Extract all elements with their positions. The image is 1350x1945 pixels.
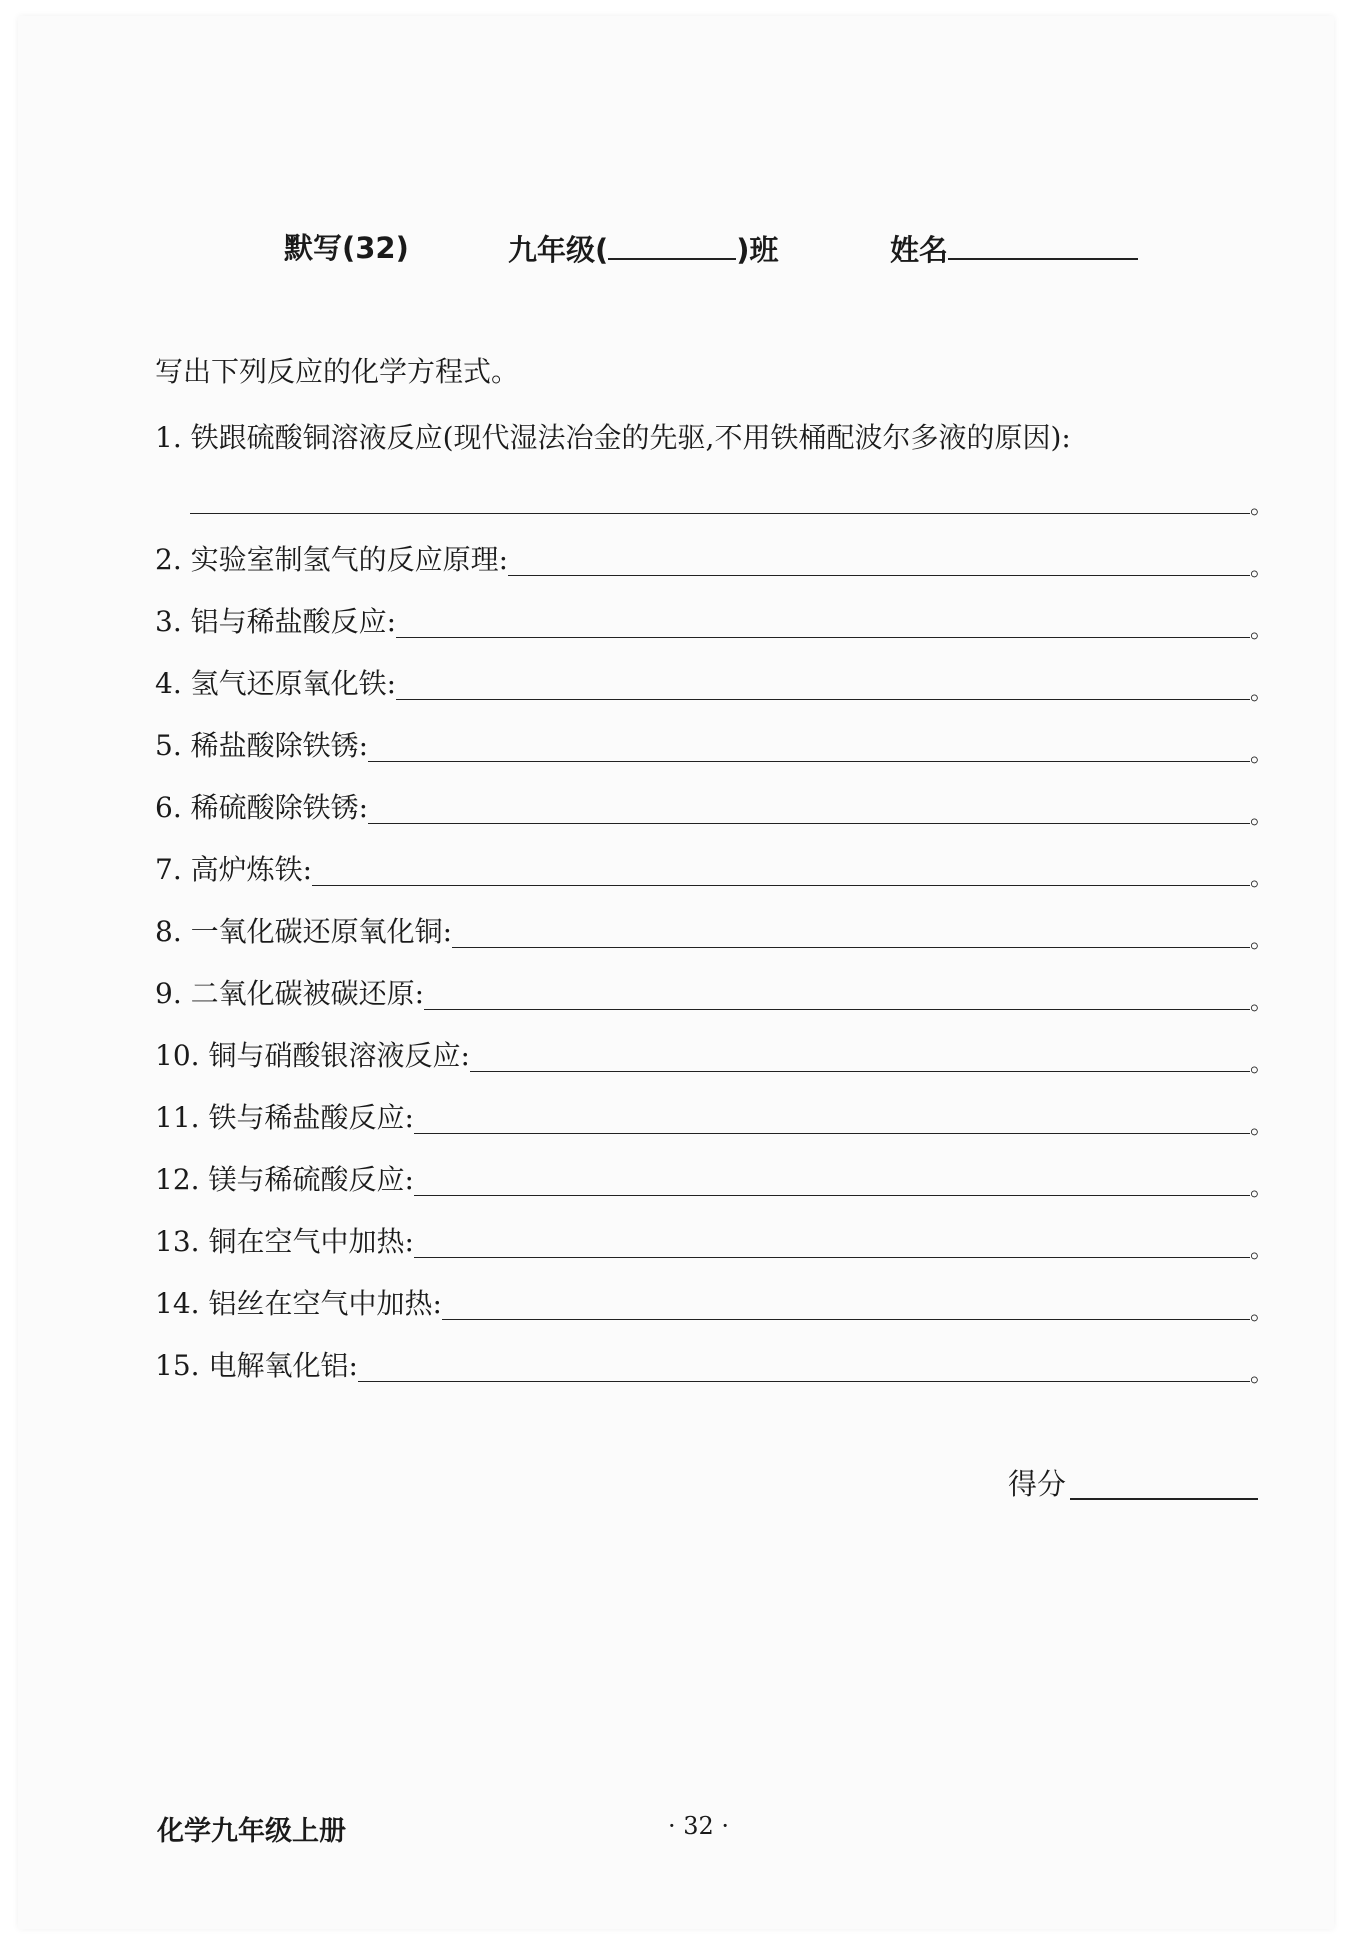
question-item: [155, 848, 1274, 892]
question-number: 10.: [155, 1039, 200, 1072]
book-title: 化学九年级上册: [157, 1816, 346, 1847]
question-item: [155, 972, 1274, 1016]
line-end-mark: 。: [1250, 987, 1274, 1015]
question-item: [155, 724, 1274, 768]
question-label: 实验室制氢气的反应原理:: [190, 543, 509, 576]
line-end-mark: 。: [1250, 677, 1274, 705]
question-item: [155, 600, 1274, 644]
line-end-mark: 。: [1250, 553, 1274, 581]
grade-suffix: )班: [736, 233, 779, 267]
question-label: 电解氧化铝:: [208, 1349, 358, 1382]
question-label: 一氧化碳还原氧化铜:: [190, 915, 453, 948]
question-label: 二氧化碳被碳还原:: [190, 977, 425, 1010]
question-number: 13.: [155, 1225, 200, 1258]
line-end-mark: 。: [1250, 615, 1274, 643]
question-label: 稀硫酸除铁锈:: [190, 791, 369, 824]
page-number: · 32 ·: [668, 1812, 730, 1840]
line-end-mark: 。: [1250, 1235, 1274, 1263]
class-field: [508, 228, 779, 270]
class-blank[interactable]: [608, 228, 736, 260]
question-label: 铝与稀盐酸反应:: [190, 605, 397, 638]
question-number: 11.: [155, 1101, 200, 1134]
name-blank[interactable]: [948, 228, 1138, 260]
answer-blank[interactable]: [312, 855, 1250, 886]
question-item: [155, 1220, 1274, 1264]
score-label: 得分: [1008, 1467, 1067, 1501]
question-label: 铜在空气中加热:: [208, 1225, 414, 1258]
line-end-mark: 。: [1250, 801, 1274, 829]
question-number: 12.: [155, 1163, 200, 1196]
question-number: 4.: [155, 667, 182, 700]
answer-blank[interactable]: [414, 1227, 1250, 1258]
question-label: 高炉炼铁:: [190, 853, 313, 886]
line-end-mark: 。: [1250, 1297, 1274, 1325]
answer-blank[interactable]: [470, 1041, 1250, 1072]
answer-blank[interactable]: [368, 793, 1250, 824]
answer-blank[interactable]: [396, 607, 1250, 638]
question-item: [155, 1158, 1274, 1202]
line-end-mark: 。: [1250, 491, 1274, 519]
answer-blank[interactable]: [396, 669, 1250, 700]
answer-blank[interactable]: [442, 1289, 1250, 1320]
question-text: 铁跟硫酸铜溶液反应(现代湿法冶金的先驱,不用铁桶配波尔多液的原因):: [190, 421, 1071, 454]
line-end-mark: 。: [1250, 1359, 1274, 1387]
question-item: [155, 786, 1274, 830]
question-label: 镁与稀硫酸反应:: [208, 1163, 414, 1196]
line-end-mark: 。: [1250, 1111, 1274, 1139]
answer-blank[interactable]: [414, 1165, 1250, 1196]
question-label: 铜与硝酸银溶液反应:: [208, 1039, 470, 1072]
question-1: [155, 416, 1071, 460]
question-label: 铝丝在空气中加热:: [208, 1287, 442, 1320]
grade-prefix: 九年级(: [508, 233, 609, 267]
answer-blank[interactable]: [424, 979, 1250, 1010]
question-label: 铁与稀盐酸反应:: [208, 1101, 414, 1134]
question-number: 1.: [155, 421, 182, 454]
question-number: 3.: [155, 605, 182, 638]
line-end-mark: 。: [1250, 739, 1274, 767]
score-field: [1008, 1462, 1258, 1506]
question-item: [155, 538, 1274, 582]
question-item: [155, 910, 1274, 954]
question-number: 14.: [155, 1287, 200, 1320]
question-item: [155, 1344, 1274, 1388]
question-number: 9.: [155, 977, 182, 1010]
instruction-text: 写出下列反应的化学方程式。: [155, 355, 520, 388]
line-end-mark: 。: [1250, 1049, 1274, 1077]
answer-blank[interactable]: [190, 483, 1250, 514]
question-number: 7.: [155, 853, 182, 886]
question-item: [155, 662, 1274, 706]
question-number: 15.: [155, 1349, 200, 1382]
question-item: [155, 1034, 1274, 1078]
line-end-mark: 。: [1250, 1173, 1274, 1201]
question-label: 氢气还原氧化铁:: [190, 667, 397, 700]
answer-blank[interactable]: [368, 731, 1250, 762]
line-end-mark: 。: [1250, 863, 1274, 891]
question-label: 稀盐酸除铁锈:: [190, 729, 369, 762]
question-number: 8.: [155, 915, 182, 948]
question-number: 6.: [155, 791, 182, 824]
question-item: [155, 1096, 1274, 1140]
answer-blank[interactable]: [414, 1103, 1250, 1134]
question-number: 5.: [155, 729, 182, 762]
name-field: [890, 228, 1138, 270]
question-number: 2.: [155, 543, 182, 576]
score-blank[interactable]: [1070, 1464, 1258, 1500]
answer-blank[interactable]: [508, 545, 1250, 576]
line-end-mark: 。: [1250, 925, 1274, 953]
dictation-title: 默写(32): [284, 231, 409, 265]
question-item: [155, 1282, 1274, 1326]
answer-blank[interactable]: [358, 1351, 1250, 1382]
name-label: 姓名: [890, 233, 949, 267]
answer-line-1: [155, 476, 1274, 520]
answer-blank[interactable]: [452, 917, 1250, 948]
